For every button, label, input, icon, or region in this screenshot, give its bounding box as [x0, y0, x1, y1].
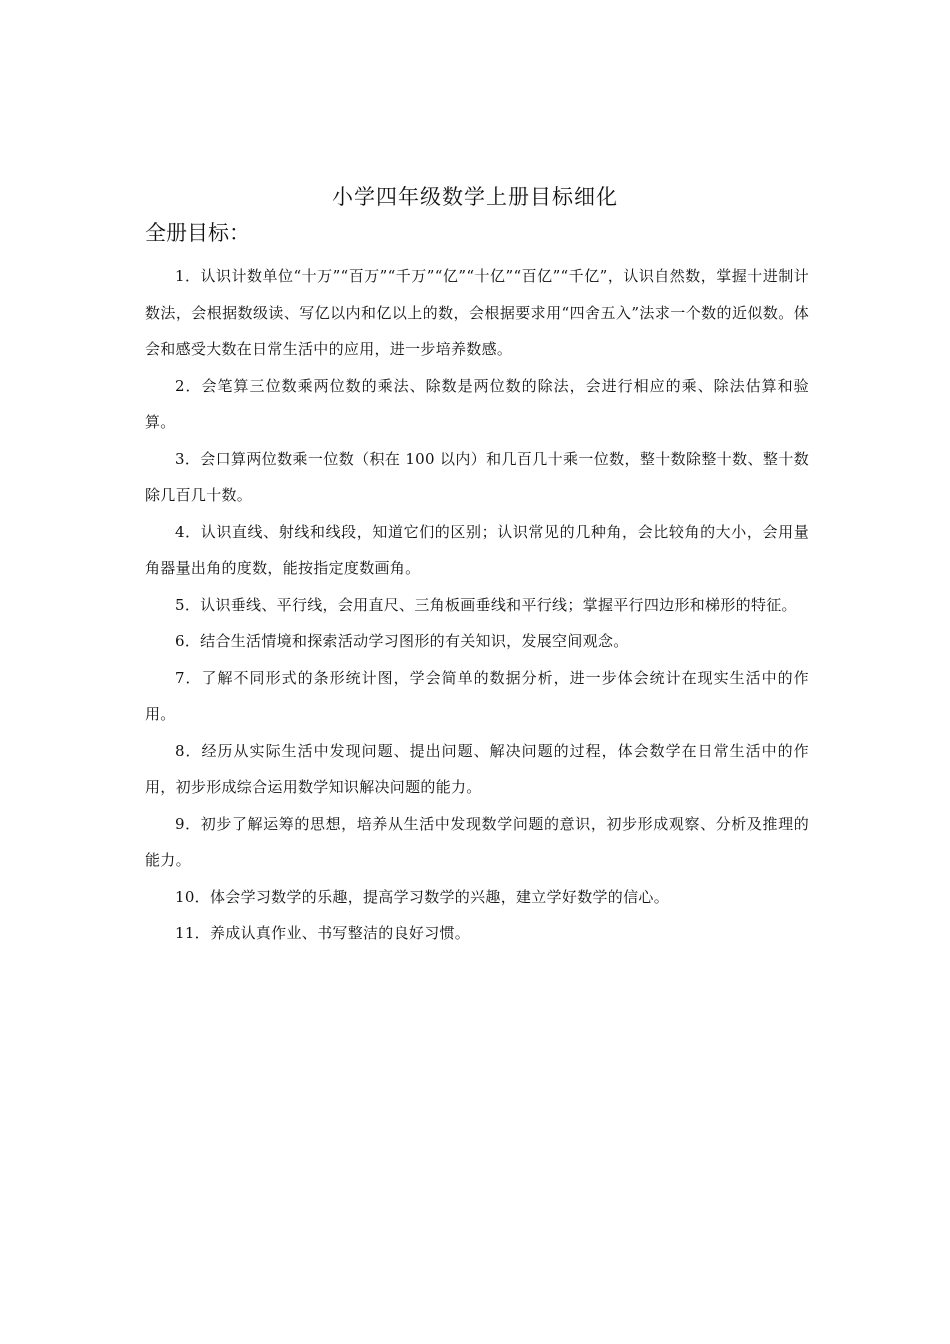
goal-item-7: 7．了解不同形式的条形统计图，学会简单的数据分析，进一步体会统计在现实生活中的作用。 — [145, 668, 809, 723]
goal-item-10: 10．体会学习数学的乐趣，提高学习数学的兴趣，建立学好数学的信心。 — [175, 887, 669, 906]
goal-item-6: 6．结合生活情境和探索活动学习图形的有关知识，发展空间观念。 — [175, 632, 629, 650]
goal-item-8: 8．经历从实际生活中发现问题、提出问题、解决问题的过程，体会数学在日常生活中的作用，初步形成综合运用数学知识解决问题的能力。 — [145, 741, 809, 796]
goal-item-3: 3．会口算两位数乘一位数（积在 100 以内）和几百几十乘一位数，整十数除整十数、整十数除几百几十数。 — [145, 449, 809, 504]
goals-list — [145, 258, 809, 952]
document-title: 小学四年级数学上册目标细化 — [332, 185, 618, 209]
goal-item-4: 4．认识直线、射线和线段，知道它们的区别；认识常见的几种角，会比较角的大小，会用量角器量出角的度数，能按指定度数画角。 — [145, 522, 809, 577]
goal-item-9: 9．初步了解运筹的思想，培养从生活中发现数学问题的意识，初步形成观察、分析及推理的能力。 — [145, 814, 809, 869]
goal-item-5: 5．认识垂线、平行线，会用直尺、三角板画垂线和平行线；掌握平行四边形和梯形的特征。 — [175, 595, 797, 614]
goal-item-1: 1．认识计数单位“十万”“百万”“千万”“亿”“十亿”“百亿”“千亿”，认识自然数，掌握十进制计数法，会根据数级读、写亿以内和亿以上的数，会根据要求用“四舍五入”法求一个数的近似数。体会和感受大数在日常生活中的应用，进一步培养数感。 — [145, 267, 809, 358]
section-heading: 全册目标： — [145, 221, 250, 245]
goal-item-11: 11．养成认真作业、书写整洁的良好习惯。 — [175, 924, 471, 942]
goal-item-2: 2．会笔算三位数乘两位数的乘法、除数是两位数的除法，会进行相应的乘、除法估算和验算。 — [145, 376, 809, 431]
